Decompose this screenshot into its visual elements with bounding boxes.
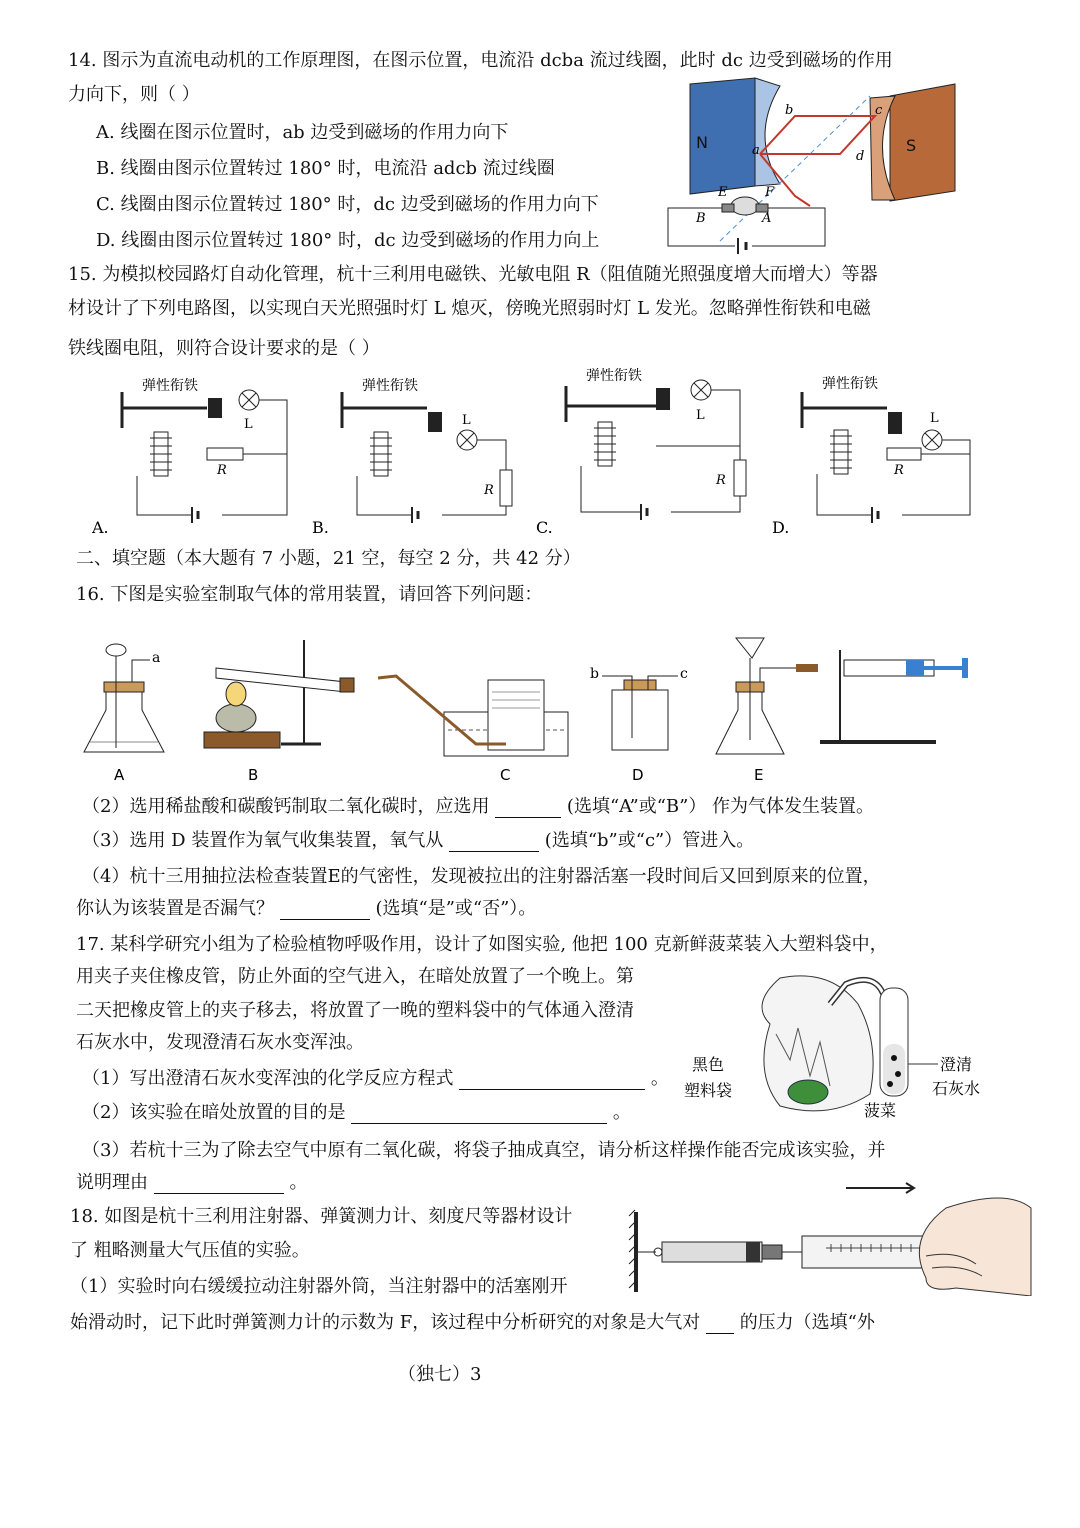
resistor-label-b: R [484,483,494,498]
apparatus-a-label: A [114,766,125,784]
q14-stem-line2: 力向下，则（ ） [68,84,200,105]
coil-d: d [856,149,865,164]
q17-part2-text: （2）该实验在暗处放置的目的是 [82,1102,346,1123]
black-bag-label: 黑色 [692,1055,725,1074]
port-c-label: c [680,666,688,682]
lamp-label-c: L [696,408,705,423]
armature-label-c: 弹性衔铁 [586,368,642,384]
q17-part1-text: （1）写出澄清石灰水变浑浊的化学反应方程式 [82,1068,454,1089]
q17-part1-blank[interactable] [459,1071,645,1090]
resistor-label-a: R [217,463,227,478]
armature-label-d: 弹性衔铁 [822,376,878,392]
q16-part2-blank[interactable] [495,799,561,818]
q17-part3-period: 。 [289,1172,308,1193]
q16-part3 [82,830,754,852]
q17-part3-line1: （3）若杭十三为了除去空气中原有二氧化碳，将袋子抽成真空，请分析这样操作能否完成该实验，并 [82,1140,886,1161]
q16-part4-hint: (选填“是”或“否”）。 [375,898,537,919]
q14-option-c: C. 线圈由图示位置转过 180° 时，dc 边受到磁场的作用力向下 [96,194,599,215]
port-a-label: a [152,650,161,666]
lamp-label-d: L [930,411,939,426]
limewater-label-2: 石灰水 [932,1079,981,1098]
q17-part3-blank[interactable] [154,1175,284,1194]
page-footer: （独七）3 [398,1364,482,1385]
q16-stem: 16. 下图是实验室制取气体的常用装置，请回答下列问题： [76,584,543,605]
q18-line4-hint: 的压力（选填“外 [739,1312,875,1333]
lab-apparatus-figure [76,620,986,790]
q15-stem-line1: 15. 为模拟校园路灯自动化管理，杭十三利用电磁铁、光敏电阻 R（阻值随光照强度增大而增大）等器 [68,264,878,285]
q17-part2-blank[interactable] [351,1105,607,1124]
q18-line1: 18. 如图是杭十三利用注射器、弹簧测力计、刻度尺等器材设计 [70,1206,573,1227]
brush-a: A [762,211,772,226]
q15-stem-line2: 材设计了下列电路图，以实现白天光照强时灯 L 熄灭，傍晚光照弱时灯 L 发光。忽略弹性衔铁和电磁 [68,298,871,319]
circuit-b [312,370,522,540]
q17-part1 [82,1068,669,1090]
brush-f: F [765,185,775,200]
q16-part4-text: 你认为该装置是否漏气？ [76,898,274,919]
spinach-label: 菠菜 [864,1101,897,1120]
q16-part4-blank[interactable] [280,901,370,920]
circuit-b-label: B. [312,518,329,537]
q14-option-d: D. 线圈由图示位置转过 180° 时，dc 边受到磁场的作用力向上 [96,230,600,251]
q16-part2-hint: (选填“A”或“B”） 作为气体发生装置。 [566,796,875,817]
coil-a: a [752,143,760,158]
q16-part3-text: （3）选用 D 装置作为氧气收集装置，氧气从 [82,830,444,851]
circuit-c-label: C. [536,518,553,537]
q17-part2-period: 。 [612,1102,631,1123]
section-2-heading: 二、填空题（本大题有 7 小题，21 空，每空 2 分，共 42 分） [76,548,581,569]
lamp-label-b: L [462,413,471,428]
apparatus-b-label: B [248,766,259,784]
q18-line4-text: 始滑动时，记下此时弹簧测力计的示数为 F，该过程中分析研究的对象是大气对 [70,1312,701,1333]
q14-stem-line1: 14. 图示为直流电动机的工作原理图，在图示位置，电流沿 dcba 流过线圈，此时 dc 边受到磁场的作用 [68,50,893,71]
q17-line4: 石灰水中，发现澄清石灰水变浑浊。 [76,1032,364,1053]
q15-stem-line3: 铁线圈电阻，则符合设计要求的是（ ） [68,338,380,359]
q16-part2-text: （2）选用稀盐酸和碳酸钙制取二氧化碳时，应选用 [82,796,490,817]
n-pole-label: N [696,133,708,152]
coil-c: c [875,103,883,118]
q17-line1: 17. 某科学研究小组为了检验植物呼吸作用，设计了如图实验, 他把 100 克新鲜菠菜装入大塑料袋中， [76,934,888,955]
q17-part3-text: 说明理由 [76,1172,148,1193]
resistor-label-d: R [894,463,904,478]
apparatus-d-label: D [632,766,644,784]
circuit-d [772,370,982,540]
motor-diagram [660,76,965,256]
q16-part2 [82,796,874,818]
lamp-label-a: L [244,417,253,432]
q17-part3-line2 [76,1172,307,1194]
q14-option-a: A. 线圈在图示位置时，ab 边受到磁场的作用力向下 [96,122,509,143]
resistor-label-c: R [716,473,726,488]
q16-part3-blank[interactable] [449,833,539,852]
brush-e: E [718,185,728,200]
circuit-d-label: D. [772,518,790,537]
q17-line3: 二天把橡皮管上的夹子移去，将放置了一晚的塑料袋中的气体通入澄清 [76,1000,634,1021]
port-b-label: b [590,666,599,682]
armature-label-b: 弹性衔铁 [362,378,418,394]
q18-line3: （1）实验时向右缓缓拉动注射器外筒，当注射器中的活塞刚开 [70,1276,568,1297]
q18-line4 [70,1312,875,1334]
q18-line2: 了 粗略测量大气压值的实验。 [70,1240,310,1261]
q16-part4-line1: （4）杭十三用抽拉法检查装置E的气密性，发现被拉出的注射器活塞一段时间后又回到原来的位置， [82,866,881,887]
q16-part3-hint: (选填“b”或“c”）管进入。 [544,830,755,851]
armature-label-a: 弹性衔铁 [142,378,198,394]
q18-blank[interactable] [706,1315,734,1334]
q17-line2: 用夹子夹住橡皮管，防止外面的空气进入，在暗处放置了一个晚上。第 [76,966,634,987]
circuit-a [92,370,302,540]
apparatus-c-label: C [500,766,511,784]
plastic-bag-label: 塑料袋 [684,1081,733,1100]
brush-b: B [696,211,706,226]
circuit-a-label: A. [92,518,109,537]
q16-part4-line2 [76,898,536,920]
q14-option-b: B. 线圈由图示位置转过 180° 时，电流沿 adcb 流过线圈 [96,158,555,179]
syringe-pressure-figure [626,1168,1036,1296]
limewater-label-1: 澄清 [940,1055,973,1074]
coil-b: b [785,103,794,118]
plant-respiration-figure [680,964,1000,1124]
apparatus-e-label: E [754,766,764,784]
q17-part2 [82,1102,631,1124]
q17-part1-period: 。 [650,1068,669,1089]
circuit-c [536,362,756,540]
s-pole-label: S [906,136,917,155]
